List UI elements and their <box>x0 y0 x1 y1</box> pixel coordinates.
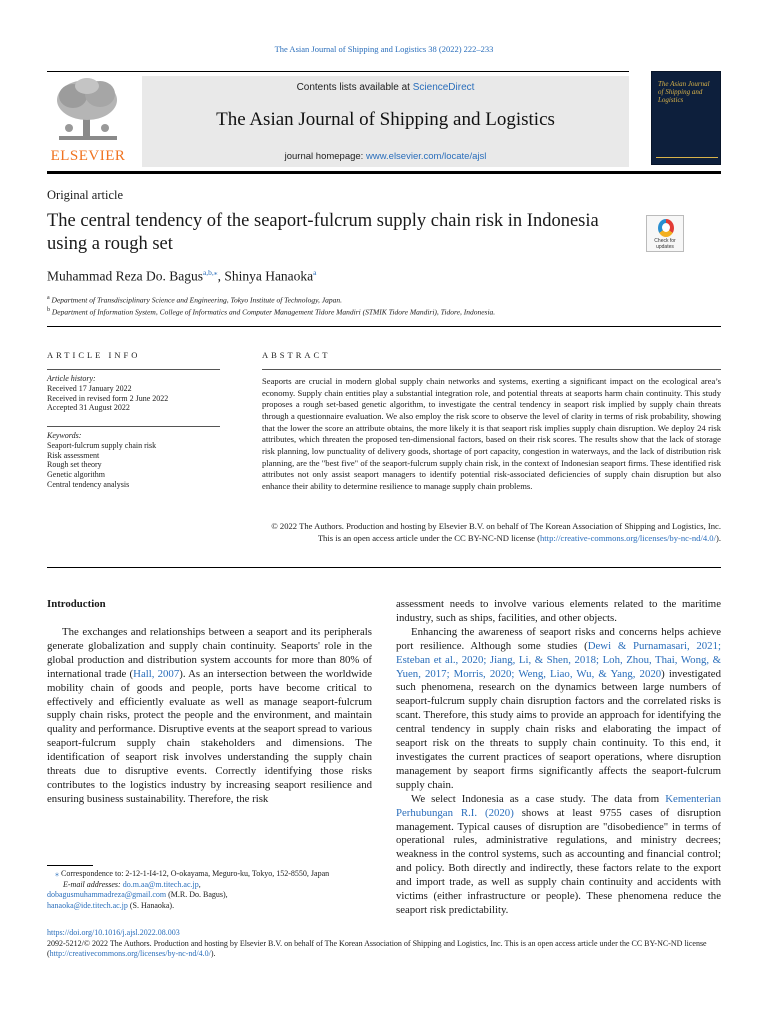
license-link[interactable]: http://creative-commons.org/licenses/by-nc-nd/4.0/ <box>540 532 716 543</box>
correspondence-line <box>47 869 387 880</box>
footnote-rule <box>47 865 93 866</box>
keywords-label: Keywords: <box>47 431 82 440</box>
keywords-block <box>47 431 227 490</box>
received-date: Received 17 January 2022 <box>47 383 132 393</box>
masthead-top-rule <box>47 71 629 72</box>
keyword: Genetic algorithm <box>47 470 105 480</box>
issn-end: ). <box>210 949 216 958</box>
abstract-heading: ABSTRACT <box>262 350 331 360</box>
citation-link[interactable]: Kementerian Perhubungan R.I. (2020) <box>396 792 721 819</box>
doi-line <box>47 928 727 939</box>
author-affiliation-marks[interactable]: a <box>313 268 317 277</box>
article-history <box>47 374 227 413</box>
crossmark-icon <box>658 219 674 237</box>
correspondence-footnote <box>47 869 387 911</box>
journal-title: The Asian Journal of Shipping and Logistics <box>216 109 555 130</box>
keyword: Rough set theory <box>47 460 102 470</box>
journal-cover-thumbnail[interactable] <box>651 71 721 165</box>
doi-block <box>47 928 727 960</box>
email-link[interactable]: do.m.aa@m.titech.ac.jp <box>122 879 199 889</box>
history-label: Article history: <box>47 374 96 383</box>
email-line <box>47 890 387 901</box>
affiliation-text: Department of Information System, College of Informatics and Computer Management Tidore Mandiri (STMIK Tidore Mandiri), Tidore, Indonesia. <box>51 307 496 317</box>
paragraph-text: ). As an intersection between the worldwide mobility chain of goods and people, ports have become critical to effectively and efficiently evaluate as well as manage seaport-fulcrum supply chain risks, protect the people and the environment, and maintain quality and performance. Disruptive events at the seaport spread to various seaport-fulcrum supply chain stakeholders and dimensions. The identification of seaport risk involves understanding the supply chain threats due to disruptive events. Correctly identifying those risks contributes to the logistics industry by increasing seaport resilience and ensuring business sustainability. Therefore, the risk <box>47 667 372 805</box>
license-link[interactable]: http://creativecommons.org/licenses/by-nc-nd/4.0/ <box>49 949 211 958</box>
body-paragraph <box>396 793 721 918</box>
abstract-rule <box>262 369 721 370</box>
publisher-wordmark: ELSEVIER <box>50 148 126 164</box>
issn-text: 2092-5212/© 2022 The Authors. Production and hosting by Elsevier B.V. on behalf of The Korean Association of Shipping and Logistics, Inc. This is an open access article under the CC BY-NC-ND license ( <box>47 938 707 958</box>
issn-line <box>47 939 727 960</box>
paragraph-text: The exchanges and relationships between a seaport and its peripherals generate globalization and supply chain continuity. Seaports' role in the global production and distribution system accounts for more than 80% of international trade ( <box>47 626 372 680</box>
email-owner: (S. Hanaoka). <box>127 900 175 910</box>
paragraph-text: Enhancing the awareness of seaport risks and concerns helps achieve port resilience. Although some studies ( <box>396 625 721 652</box>
email-line <box>47 901 387 912</box>
email-label: E-mail addresses: <box>63 879 121 889</box>
article-title: The central tendency of the seaport-fulcrum supply chain risk in Indonesia using a rough set <box>47 211 599 254</box>
header-divider <box>47 326 721 327</box>
copyright-text: © 2022 The Authors. Production and hosting by Elsevier B.V. on behalf of The Korean Association of Shipping and Logistics, Inc. This is an open access article under the CC BY-NC-ND license ( <box>271 521 721 543</box>
abstract-text: Seaports are crucial in modern global supply chain networks and systems, exerting a significant impact on the ecological area’s economy. Supply chain entities play a substantial integration role, and potential threats at seaports harm chain continuity. This study proposes a rough set-based genetic algorithm, to investigate the central tendency in seaport risk implied by supply chain threats through a questionnaire evaluation. We also employ the risk score to observe the level of clarity in terms of risk probability, showing that the lower the score an attribute obtains, the more likely it is that seaport risk implies supply chain disruption. We deploy 24 risk attributes, which threaten the proposed ten-dimensional factors, based on their risk scores. The results show that the lack of storage risk planning, low punctuality of delivery goods, shortage of port capacity, congestion in waterways, and the lack of distribution risk planning, are the "best five" of the seaport-fulcrum supply chain risk, in the context of Indonesian seaport firms. These identified risk attributes not only assist seaport managers to identify potential risk-associated deficiencies of supply chain disruption but also enhance their ability to determine resilience to manage supply chain problems. <box>262 376 721 491</box>
keywords-rule <box>47 426 220 427</box>
sciencedirect-link[interactable]: ScienceDirect <box>412 82 475 93</box>
body-paragraph <box>47 626 372 807</box>
citation-link[interactable]: Hall, 2007 <box>133 667 180 680</box>
email-line: E-mail addresses: do.m.aa@m.titech.ac.jp, <box>63 879 201 889</box>
body-paragraph: assessment needs to involve various elements related to the maritime industry, such as ships, facilities, and other objects. <box>396 598 721 624</box>
author-affiliation-marks[interactable]: a,b,⁎ <box>202 268 218 277</box>
cover-title: The Asian Journal of Shipping and Logistics <box>658 80 710 104</box>
author-list <box>47 268 317 285</box>
author-name: Muhammad Reza Do. Bagus <box>47 268 203 284</box>
correspondence-address: Correspondence to: 2-12-1-I4-12, O-okayama, Meguro-ku, Tokyo, 152-8550, Japan <box>61 869 330 878</box>
homepage-prefix: journal homepage: <box>284 151 366 162</box>
body-paragraph <box>396 626 721 793</box>
publisher-logo[interactable] <box>47 76 129 166</box>
affiliation-a <box>47 295 342 305</box>
email-owner: (M.R. Do. Bagus), <box>166 890 228 899</box>
author-separator: , <box>217 268 225 284</box>
paragraph-text: shows at least 9755 cases of disruption management. Typical causes of disruption are "disobedience" in terms of operational rules, administrative regulations, and ministry decrees; weakness in the control systems, such as accounting and financial control; and policy. Both directly and indirectly, these factors relate to the export and import trade, as well as supply chain continuity and accidents with victims (either infrastructure or people). These phenomena reduce the seaport risk predictability. <box>396 806 721 916</box>
introduction-heading: Introduction <box>47 598 106 610</box>
citation-link[interactable]: Dewi & Purnamasari, 2021; Esteban et al., 2020; Jiang, Li, & Shen, 2018; Loh, Zhou, Thai, Wong, & Yuen, 2017; Morris, 2020; Weng, Liao, Wu, & Yang, 2020 <box>396 639 721 680</box>
affiliation-mark: b <box>47 307 50 313</box>
contents-prefix: Contents lists available at <box>296 82 413 93</box>
contents-line <box>142 82 629 93</box>
affiliation-b <box>47 307 495 317</box>
keyword: Risk assessment <box>47 450 100 460</box>
crossmark-label: Check for updates <box>654 238 676 250</box>
keyword: Seaport-fulcrum supply chain risk <box>47 440 157 450</box>
paragraph-text: We select Indonesia as a case study. The data from <box>411 792 666 805</box>
article-info-rule <box>47 369 220 370</box>
email-link[interactable]: dobagusmuhammadreza@gmail.com <box>47 890 167 899</box>
abstract-divider <box>47 567 721 568</box>
body-right-column <box>396 598 721 918</box>
revised-date: Received in revised form 2 June 2022 <box>47 393 169 403</box>
article-info-heading: ARTICLE INFO <box>47 350 141 360</box>
abstract-copyright <box>262 521 721 544</box>
accepted-date: Accepted 31 August 2022 <box>47 403 130 413</box>
paragraph-text: ) investigated such phenomena, research on the dynamics between large numbers of seaport-fulcrum supply chain disruption factors and the correlated risks is scant. Therefore, this study aims to provide an approach for identifying the central tendency in supply chain risks and elaborating the impact of seaport risk on the threats to supply chain continuity. To this end, it investigates the current practices of seaport operations, where disruption management by seaport firms significantly affects the seaport-fulcrum supply chain. <box>396 667 721 791</box>
masthead-bottom-rule <box>47 171 721 174</box>
elsevier-tree-icon <box>53 76 123 144</box>
article-type: Original article <box>47 188 124 202</box>
homepage-link[interactable]: www.elsevier.com/locate/ajsl <box>365 151 487 162</box>
affiliation-mark: a <box>47 295 50 301</box>
doi-link[interactable]: https://doi.org/10.1016/j.ajsl.2022.08.003 <box>47 928 180 937</box>
copyright-end: ). <box>715 532 721 543</box>
homepage-line <box>142 151 629 162</box>
affiliation-text: Department of Transdisciplinary Science and Engineering, Tokyo Institute of Technology, Japan. <box>51 295 343 305</box>
footnote-mark[interactable]: ⁎ <box>55 869 59 878</box>
crossmark-button[interactable] <box>646 215 684 252</box>
running-header[interactable]: The Asian Journal of Shipping and Logistics 38 (2022) 222–233 <box>274 44 494 54</box>
journal-masthead <box>142 76 629 167</box>
author-name: Shinya Hanaoka <box>224 268 314 284</box>
cover-band <box>656 157 718 158</box>
keyword: Central tendency analysis <box>47 479 130 489</box>
body-left-column <box>47 626 372 807</box>
email-link[interactable]: hanaoka@ide.titech.ac.jp <box>47 900 128 910</box>
